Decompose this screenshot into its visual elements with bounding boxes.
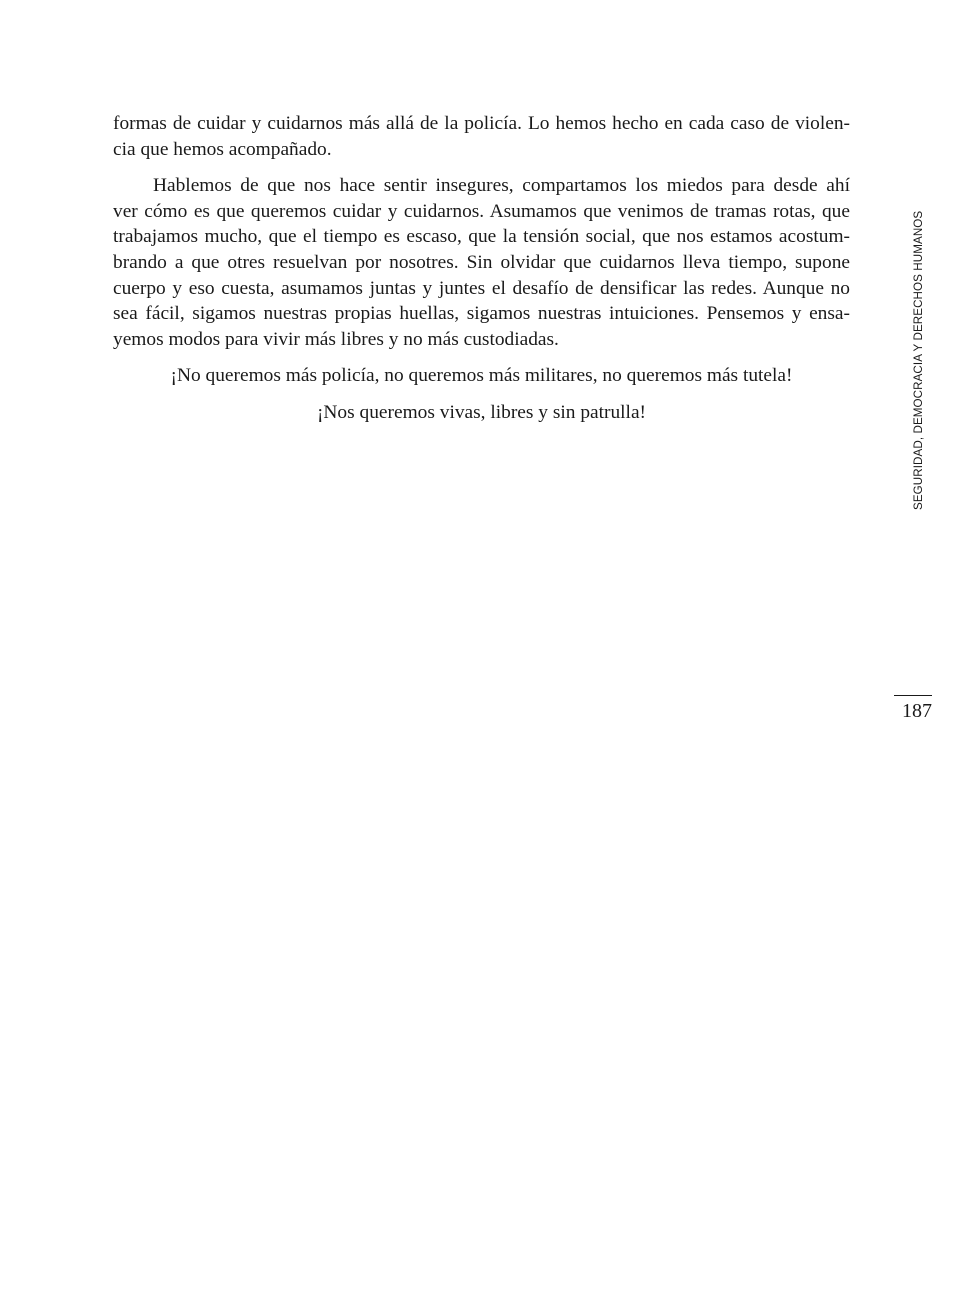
paragraph-2 (113, 173, 850, 352)
page-number: 187 (902, 700, 932, 722)
paragraph-line: sea fácil, sigamos nuestras propias huellas, sigamos nuestras intuiciones. Pensemos y ensa- (113, 303, 850, 325)
paragraph-line: trabajamos mucho, que el tiempo es escaso, que la tensión social, que nos estamos acostum- (113, 226, 850, 248)
body-text (113, 111, 850, 426)
slogan-line: ¡Nos queremos vivas, libres y sin patrulla! (316, 401, 647, 423)
paragraph-line: brando a que otres resuelvan por nosotres. Sin olvidar que cuidarnos lleva tiempo, supone (113, 251, 850, 273)
paragraph-line: Hablemos de que nos hace sentir insegures, compartamos los miedos para desde ahí (153, 175, 850, 197)
slogan-line: ¡No queremos más policía, no queremos más militares, no queremos más tutela! (170, 365, 793, 387)
paragraph-line: cia que hemos acompañado. (113, 138, 332, 160)
running-head: SEGURIDAD, DEMOCRACIA Y DERECHOS HUMANOS (912, 210, 925, 510)
paragraph-line: ver cómo es que queremos cuidar y cuidarnos. Asumamos que venimos de tramas rotas, que (113, 200, 850, 222)
paragraph-1 (113, 111, 850, 162)
paragraph-line: formas de cuidar y cuidarnos más allá de la policía. Lo hemos hecho en cada caso de violen- (113, 113, 850, 134)
folio-rule (894, 695, 932, 696)
paragraph-line: cuerpo y eso cuesta, asumamos juntas y juntes el desafío de densificar las redes. Aunque no (113, 277, 850, 299)
paragraph-line: yemos modos para vivir más libres y no más custodiadas. (113, 328, 559, 350)
